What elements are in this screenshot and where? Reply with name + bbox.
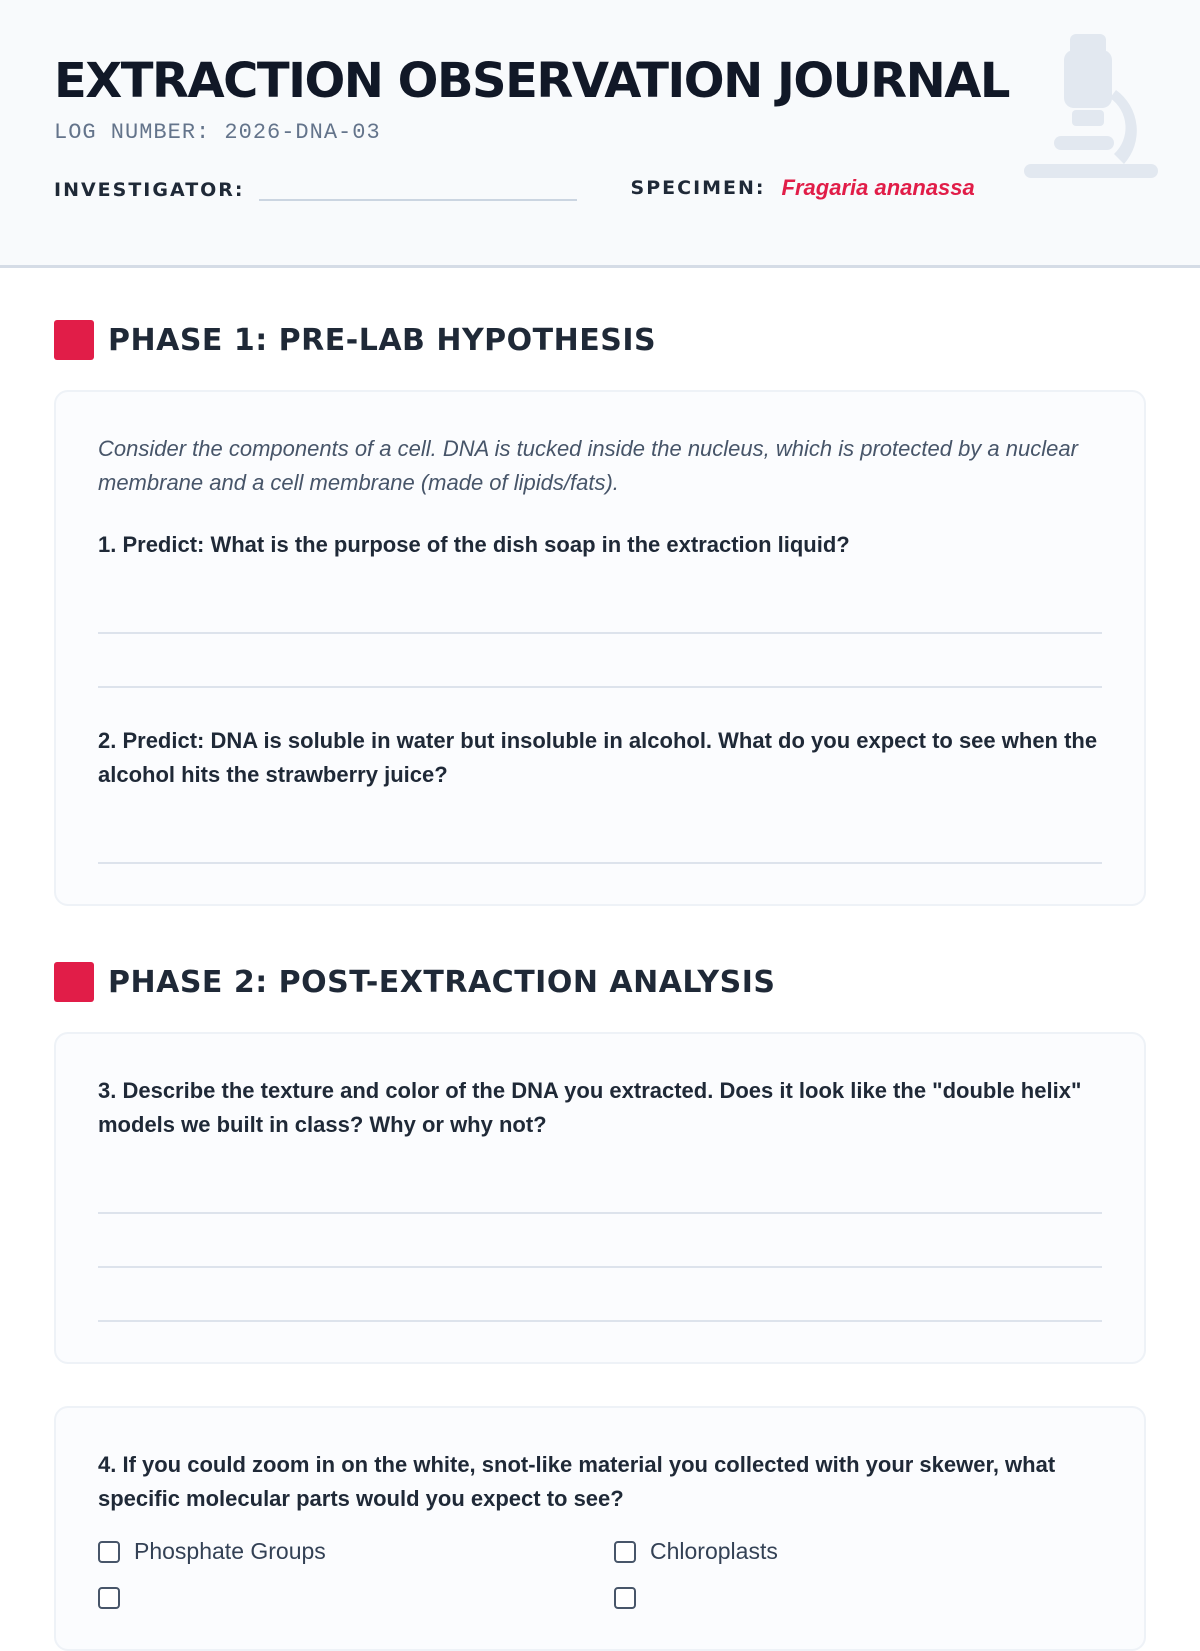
- question-2: 2. Predict: DNA is soluble in water but insoluble in alcohol. What do you expect to see when the alcohol hits the strawberry juice?: [98, 728, 1098, 787]
- option-partial[interactable]: [98, 1587, 614, 1609]
- phase-marker: [54, 962, 94, 1002]
- question-3: 3. Describe the texture and color of the DNA you extracted. Does it look like the "double helix" models we built in class? Why or why not?: [98, 1078, 1082, 1137]
- checkbox[interactable]: [614, 1587, 636, 1609]
- phase1-card: [54, 390, 1146, 906]
- phase2-card-q4: [54, 1406, 1146, 1651]
- phase2-heading: [54, 962, 1146, 1002]
- answer-line[interactable]: [98, 1268, 1102, 1322]
- option-phosphate-groups[interactable]: [98, 1538, 614, 1565]
- specimen-group: [631, 175, 975, 201]
- page-title: EXTRACTION OBSERVATION JOURNAL: [54, 53, 1009, 109]
- investigator-label: INVESTIGATOR:: [54, 179, 245, 201]
- specimen-value: Fragaria ananassa: [781, 175, 975, 200]
- log-number: LOG NUMBER: 2026-DNA-03: [54, 120, 381, 145]
- option-label: Chloroplasts: [650, 1538, 778, 1564]
- specimen-label: SPECIMEN:: [630, 177, 766, 199]
- option-partial[interactable]: [614, 1587, 1102, 1609]
- option-label: Phosphate Groups: [134, 1538, 326, 1564]
- checkbox[interactable]: [98, 1587, 120, 1609]
- answer-line[interactable]: [98, 1214, 1102, 1268]
- checkbox[interactable]: [614, 1541, 636, 1563]
- phase2-title: PHASE 2: POST-EXTRACTION ANALYSIS: [108, 964, 776, 1000]
- phase1-intro: Consider the components of a cell. DNA is tucked inside the nucleus, which is protected by a nuclear membrane and a cell membrane (made of lipids/fats).: [98, 436, 1078, 495]
- molecule-options: [98, 1538, 1102, 1609]
- answer-line[interactable]: [98, 634, 1102, 688]
- answer-line[interactable]: [98, 1160, 1102, 1214]
- journal-body: [0, 268, 1200, 1651]
- question-4: 4. If you could zoom in on the white, snot-like material you collected with your skewer, what specific molecular parts would you expect to see?: [98, 1452, 1056, 1511]
- header-meta: [54, 175, 1146, 201]
- answer-line[interactable]: [98, 580, 1102, 634]
- phase1-heading: [54, 320, 1146, 360]
- microscope-icon: [1024, 32, 1164, 182]
- answer-line[interactable]: [98, 810, 1102, 864]
- investigator-field[interactable]: [259, 175, 577, 201]
- journal-header: [0, 0, 1200, 268]
- answer-3[interactable]: [98, 1160, 1102, 1322]
- question-1: 1. Predict: What is the purpose of the dish soap in the extraction liquid?: [98, 532, 850, 557]
- answer-1[interactable]: [98, 580, 1102, 688]
- answer-2[interactable]: [98, 810, 1102, 864]
- option-chloroplasts[interactable]: [614, 1538, 1102, 1565]
- phase1-title: PHASE 1: PRE-LAB HYPOTHESIS: [108, 322, 657, 358]
- checkbox[interactable]: [98, 1541, 120, 1563]
- phase2-card-q3: [54, 1032, 1146, 1364]
- phase-marker: [54, 320, 94, 360]
